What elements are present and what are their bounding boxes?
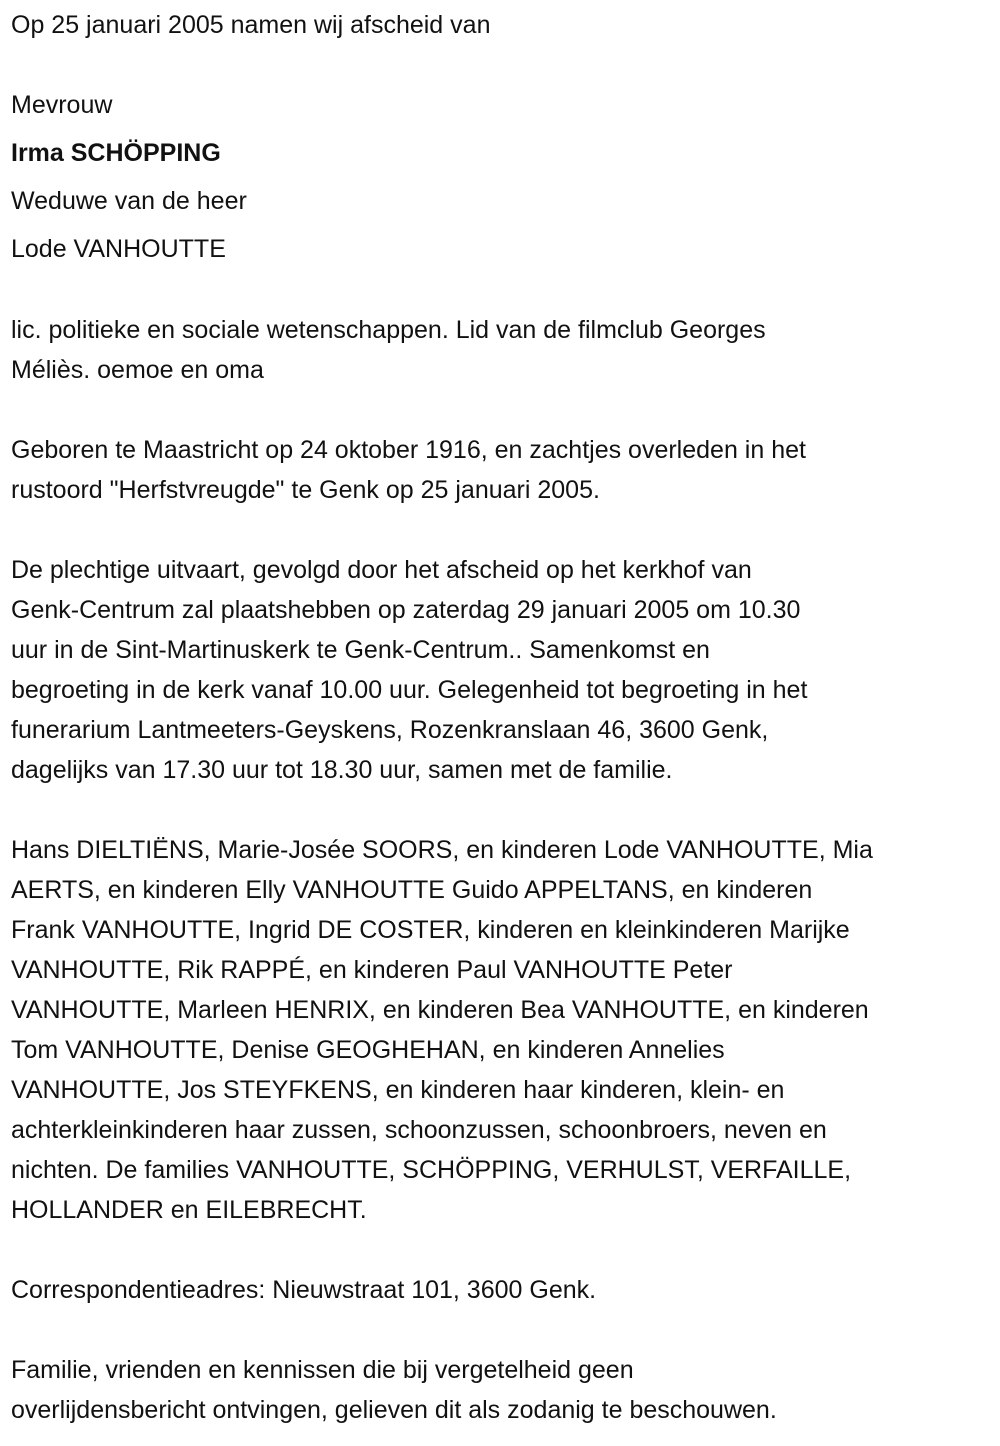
text-line: De plechtige uitvaart, gevolgd door het afscheid op het kerkhof van [11, 556, 752, 584]
deceased-header [11, 81, 1000, 273]
biography-paragraph [11, 310, 1000, 390]
text-line: lic. politieke en sociale wetenschappen. Lid van de filmclub Georges [11, 316, 766, 344]
text-line: Tom VANHOUTTE, Denise GEOGHEHAN, en kinderen Annelies [11, 1036, 725, 1064]
text-line: funerarium Lantmeeters-Geyskens, Rozenkranslaan 46, 3600 Genk, [11, 716, 769, 744]
text-line: nichten. De families VANHOUTTE, SCHÖPPING, VERHULST, VERFAILLE, [11, 1156, 852, 1184]
text-line: HOLLANDER en EILEBRECHT. [11, 1196, 367, 1224]
text-line: VANHOUTTE, Rik RAPPÉ, en kinderen Paul VANHOUTTE Peter [11, 956, 733, 984]
text-line: AERTS, en kinderen Elly VANHOUTTE Guido APPELTANS, en kinderen [11, 876, 813, 904]
text-line: dagelijks van 17.30 uur tot 18.30 uur, samen met de familie. [11, 756, 673, 784]
text-line: achterkleinkinderen haar zussen, schoonzussen, schoonbroers, neven en [11, 1116, 827, 1144]
family-paragraph [11, 830, 1000, 1230]
text-line: Familie, vrienden en kennissen die bij vergetelheid geen [11, 1356, 634, 1384]
text-line: Correspondentieadres: Nieuwstraat 101, 3600 Genk. [11, 1276, 597, 1304]
text-line: uur in de Sint-Martinuskerk te Genk-Centrum.. Samenkomst en [11, 636, 710, 664]
spouse-name: Lode VANHOUTTE [11, 235, 226, 263]
deceased-name: Irma SCHÖPPING [11, 139, 221, 167]
funeral-paragraph [11, 550, 1000, 790]
text-line: Genk-Centrum zal plaatshebben op zaterdag 29 januari 2005 om 10.30 [11, 596, 801, 624]
correspondence-paragraph [11, 1270, 1000, 1310]
text-line: Geboren te Maastricht op 24 oktober 1916, en zachtjes overleden in het [11, 436, 806, 464]
text-line: overlijdensbericht ontvingen, gelieven dit als zodanig te beschouwen. [11, 1396, 777, 1424]
birth-death-paragraph [11, 430, 1000, 510]
relation: Weduwe van de heer [11, 187, 247, 215]
text-line: rustoord "Herfstvreugde" te Genk op 25 januari 2005. [11, 476, 600, 504]
notice-paragraph [11, 1350, 1000, 1430]
text-line: Hans DIELTIËNS, Marie-Josée SOORS, en kinderen Lode VANHOUTTE, Mia [11, 836, 873, 864]
text-line: Frank VANHOUTTE, Ingrid DE COSTER, kinderen en kleinkinderen Marijke [11, 916, 850, 944]
text-line: begroeting in de kerk vanaf 10.00 uur. Gelegenheid tot begroeting in het [11, 676, 808, 704]
honorific: Mevrouw [11, 91, 113, 119]
text-line: Méliès. oemoe en oma [11, 356, 264, 384]
text-line: VANHOUTTE, Jos STEYFKENS, en kinderen haar kinderen, klein- en [11, 1076, 785, 1104]
text-line: VANHOUTTE, Marleen HENRIX, en kinderen Bea VANHOUTTE, en kinderen [11, 996, 869, 1024]
intro-line: Op 25 januari 2005 namen wij afscheid van [11, 11, 491, 39]
body-paragraphs [11, 310, 1000, 1430]
